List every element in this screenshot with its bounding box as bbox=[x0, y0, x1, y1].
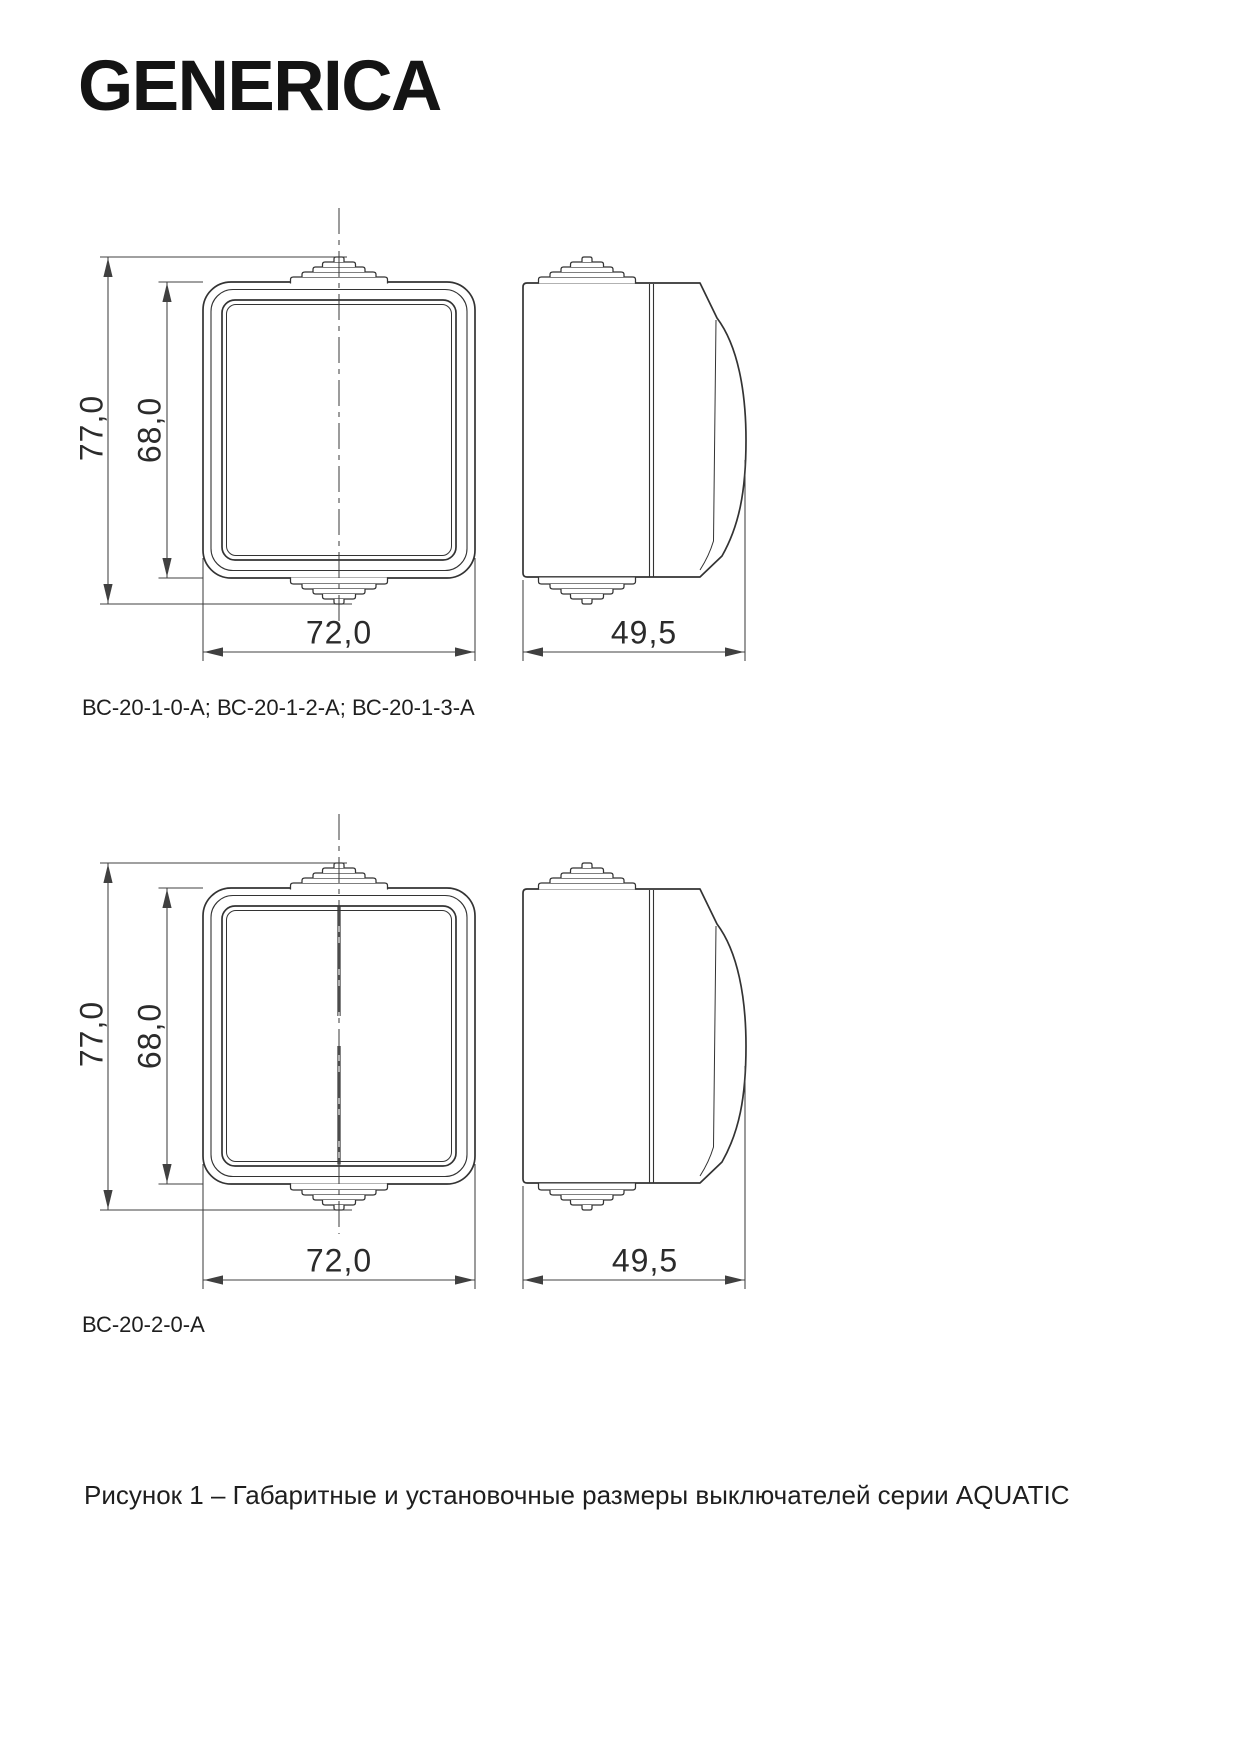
cable-gland-bottom-side bbox=[539, 1184, 636, 1211]
figure-1-side-view bbox=[523, 283, 746, 577]
figure-1-drawing bbox=[100, 208, 746, 661]
figure-2-side-view bbox=[523, 889, 746, 1183]
fig1-body-height-label: 68,0 bbox=[131, 396, 168, 464]
fig2-width-label: 72,0 bbox=[305, 1242, 373, 1279]
fig2-body-height-label: 68,0 bbox=[131, 1002, 168, 1070]
brand-logo: GENERICA bbox=[78, 47, 441, 126]
fig1-depth-label: 49,5 bbox=[610, 614, 678, 651]
fig2-overall-height-label: 77,0 bbox=[73, 1000, 110, 1068]
figure-2-drawing bbox=[100, 814, 746, 1289]
cable-gland-bottom-side bbox=[539, 578, 636, 605]
cable-gland-top-side bbox=[539, 863, 636, 890]
fig1-model-codes: ВС-20-1-0-А; ВС-20-1-2-А; ВС-20-1-3-А bbox=[82, 695, 475, 720]
fig1-overall-height-label: 77,0 bbox=[73, 394, 110, 462]
figure-caption: Рисунок 1 – Габаритные и установочные размеры выключателей серии AQUATIC bbox=[84, 1480, 1070, 1510]
fig2-depth-label: 49,5 bbox=[611, 1242, 679, 1279]
fig1-width-label: 72,0 bbox=[305, 614, 373, 651]
fig2-model-code: ВС-20-2-0-А bbox=[82, 1312, 205, 1337]
cable-gland-top-side bbox=[539, 257, 636, 284]
